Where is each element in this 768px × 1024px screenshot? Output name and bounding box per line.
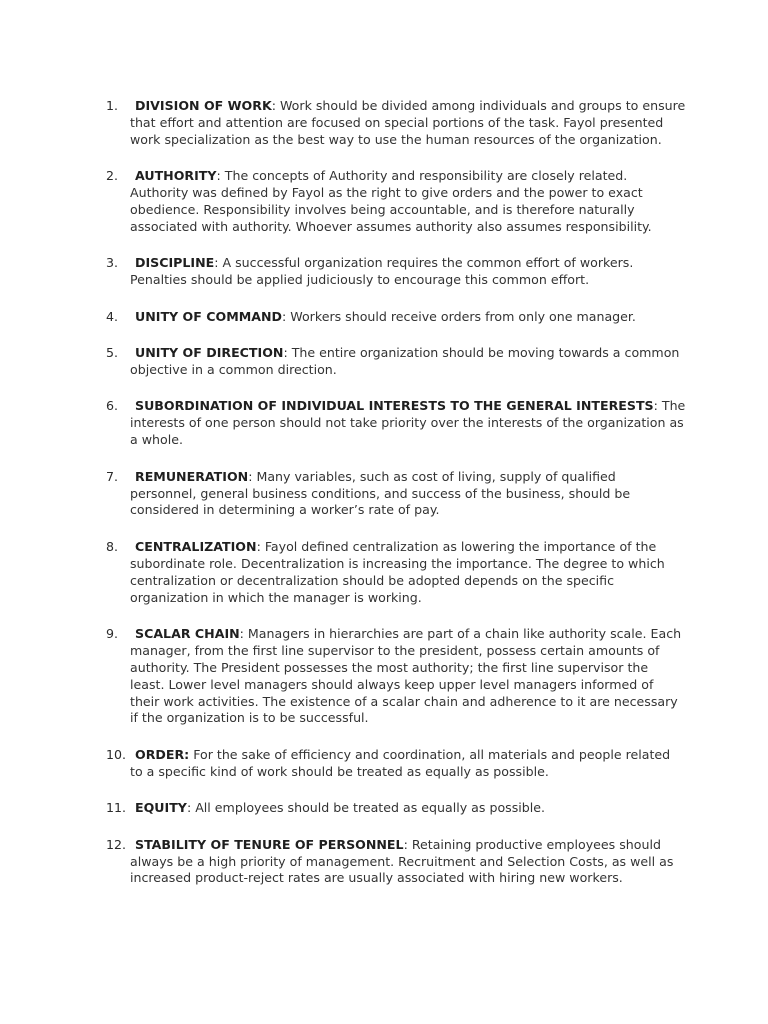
principle-item-unity-of-command [106, 309, 686, 326]
principle-term: SUBORDINATION OF INDIVIDUAL INTERESTS TO THE GENERAL INTERESTS [135, 398, 654, 414]
item-number: 4. [106, 308, 119, 324]
principle-description: Retaining productive employees should always be a high priority of management. Recruitment and Selection Costs, as well as increased product-reject rates are usually associated with hiring new workers. [130, 836, 674, 886]
principle-term: DIVISION OF WORK [135, 98, 272, 113]
principle-description: All employees should be treated as equally as possible. [191, 800, 546, 816]
principle-item-equity [106, 800, 686, 817]
principle-term: AUTHORITY [135, 168, 217, 184]
principle-description: A successful organization requires the common effort of workers. Penalties should be applied judiciously to encourage this common effort. [130, 255, 634, 288]
item-number: 7. [106, 468, 119, 484]
principle-item-order [106, 747, 686, 781]
principle-description: Work should be divided among individuals and groups to ensure that effort and attention are focused on special portions of the task. Fayol presented work specialization as the best way to use the human resources of the organization. [130, 98, 686, 147]
principle-term: EQUITY [135, 800, 187, 816]
principle-description: For the sake of efficiency and coordination, all materials and people related to a specific kind of work should be treated as equally as possible. [130, 746, 671, 779]
term-separator: : [256, 538, 261, 554]
item-number: 5. [106, 345, 119, 361]
principle-item-division-of-work [106, 98, 686, 149]
item-number: 9. [106, 625, 119, 641]
principle-description: Managers in hierarchies are part of a chain like authority scale. Each manager, from the first line supervisor to the president, possess certain amounts of authority. The President possesses the most authority; the first line supervisor the least. Lower level managers should always keep upper level managers informed of their work activities. The existence of a scalar chain and adherence to it are necessary if the organization is to be successful. [130, 625, 682, 726]
principle-description: Fayol defined centralization as lowering the importance of the subordinate role. Decentralization is increasing the importance. The degree to which centralization or decentralization should be adopted depends on the specific organization in which the manager is working. [130, 538, 665, 605]
term-separator: : [653, 398, 658, 414]
principle-term: REMUNERATION [135, 468, 249, 484]
term-separator: : [283, 345, 288, 361]
principle-term: UNITY OF COMMAND [135, 308, 282, 324]
term-separator: : [271, 98, 276, 113]
term-separator: : [248, 468, 253, 484]
principle-item-centralization [106, 539, 686, 607]
principle-term: UNITY OF DIRECTION [135, 345, 284, 361]
principle-item-scalar-chain [106, 626, 686, 727]
term-separator: : [239, 625, 244, 641]
principles-list [106, 98, 686, 907]
principle-item-authority [106, 168, 686, 236]
item-number: 12. [106, 836, 127, 852]
item-number: 11. [106, 800, 127, 816]
principle-term: ORDER: [135, 746, 190, 762]
term-separator: : [403, 836, 408, 852]
principle-item-remuneration [106, 469, 686, 520]
term-separator: : [186, 800, 192, 816]
principle-term: SCALAR CHAIN [135, 625, 240, 641]
item-number: 2. [106, 168, 119, 184]
term-separator: : [216, 168, 221, 184]
item-number: 3. [106, 255, 119, 271]
item-number: 8. [106, 538, 119, 554]
principle-term: DISCIPLINE [135, 255, 215, 271]
principle-term: CENTRALIZATION [135, 538, 257, 554]
principle-item-discipline [106, 255, 686, 289]
principle-item-unity-of-direction [106, 345, 686, 379]
principle-term: STABILITY OF TENURE OF PERSONNEL [135, 836, 404, 852]
principle-description: The concepts of Authority and responsibility are closely related. Authority was defined by Fayol as the right to give orders and the power to exact obedience. Responsibility involves being accountable, and is therefore naturally associated with authority. Whoever assumes authority also assumes responsibility. [130, 168, 652, 234]
item-number: 1. [106, 98, 119, 113]
term-separator: : [214, 255, 219, 271]
term-separator: : [282, 308, 287, 324]
principle-item-subordination [106, 398, 686, 449]
principle-description: Workers should receive orders from only one manager. [286, 308, 636, 324]
principle-item-stability-of-tenure [106, 837, 686, 888]
item-number: 10. [106, 746, 127, 762]
principle-description: The entire organization should be moving towards a common objective in a common direction. [130, 345, 680, 377]
principle-description: Many variables, such as cost of living, supply of qualified personnel, general business conditions, and success of the business, should be considered in determining a worker’s rate of pay. [130, 468, 631, 518]
item-number: 6. [106, 398, 119, 414]
principle-description: The interests of one person should not take priority over the interests of the organization as a whole. [130, 398, 686, 448]
